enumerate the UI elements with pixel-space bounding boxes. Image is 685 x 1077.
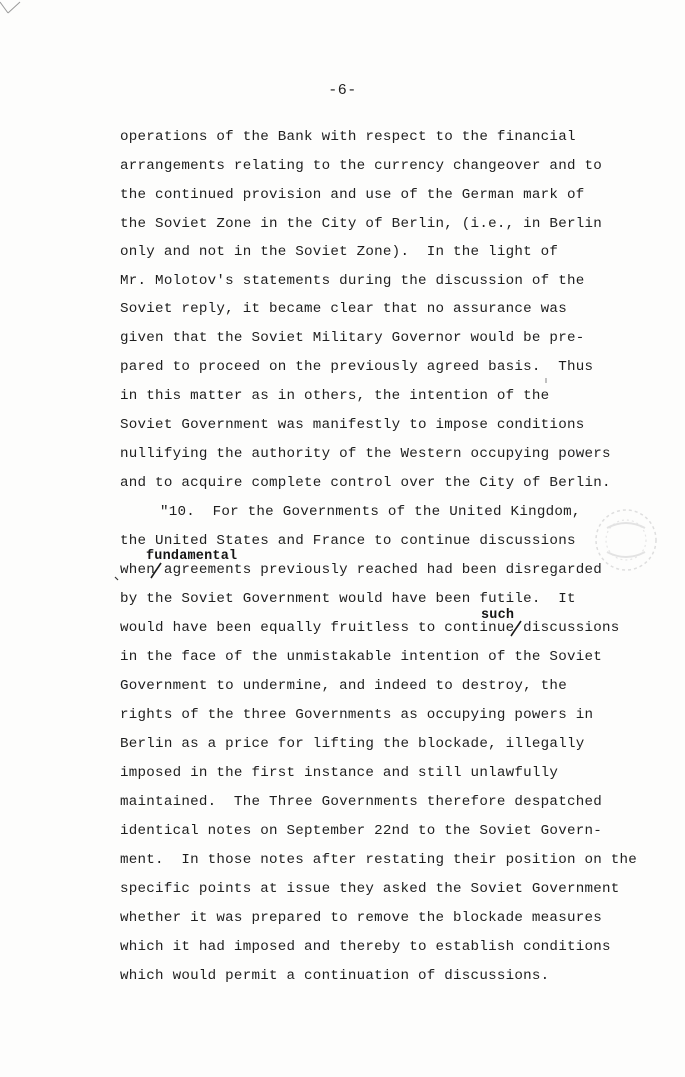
insertion-fundamental: fundamental [146,549,238,564]
text-line: and to acquire complete control over the City of Berlin. [120,475,611,491]
stray-mark [544,378,549,383]
text-line: when agreements previously reached had been disregarded [120,562,603,578]
embossed-seal-stamp [589,500,663,580]
text-line: identical notes on September 22nd to the Soviet Govern- [120,823,603,839]
insertion-such: such [481,608,515,623]
text-line: rights of the three Governments as occupying powers in [120,707,594,723]
text-line: in the face of the unmistakable intention of the Soviet [120,649,603,665]
text-line: Government to undermine, and indeed to destroy, the [120,678,567,694]
text-line: maintained. The Three Governments therefore despatched [120,794,603,810]
text-line: arrangements relating to the currency changeover and to [120,158,603,174]
text-line: which it had imposed and thereby to establish conditions [120,939,611,955]
text-line: the United States and France to continue discussions [120,533,576,549]
text-line: imposed in the first instance and still unlawfully [120,765,559,781]
caret-slash-mark [149,562,163,579]
text-line: by the Soviet Government would have been futile. It [120,591,576,607]
page-number: -6- [328,82,357,99]
text-line: the continued provision and use of the German mark of [120,187,585,203]
text-line: would have been equally fruitless to continue discussions [120,620,620,636]
text-line: pared to proceed on the previously agreed basis. Thus [120,359,594,375]
text-line: specific points at issue they asked the Soviet Government [120,881,620,897]
text-line: given that the Soviet Military Governor would be pre- [120,330,585,346]
text-line: ment. In those notes after restating their position on the [120,852,638,868]
text-line: Mr. Molotov's statements during the discussion of the [120,273,585,289]
text-line: operations of the Bank with respect to the financial [120,129,576,145]
margin-tick-mark [114,576,119,581]
caret-slash-mark [509,620,523,637]
text-line: which would permit a continuation of discussions. [120,968,550,984]
text-line: the Soviet Zone in the City of Berlin, (i.e., in Berlin [120,216,603,232]
text-line: Soviet Government was manifestly to impose conditions [120,417,585,433]
text-line: whether it was prepared to remove the blockade measures [120,910,603,926]
text-line: nullifying the authority of the Western occupying powers [120,446,611,462]
text-line: in this matter as in others, the intention of the [120,388,550,404]
text-line: Soviet reply, it became clear that no assurance was [120,301,567,317]
text-line: only and not in the Soviet Zone). In the light of [120,244,559,260]
text-line: "10. For the Governments of the United Kingdom, [160,504,581,520]
text-line: Berlin as a price for lifting the blockade, illegally [120,736,585,752]
